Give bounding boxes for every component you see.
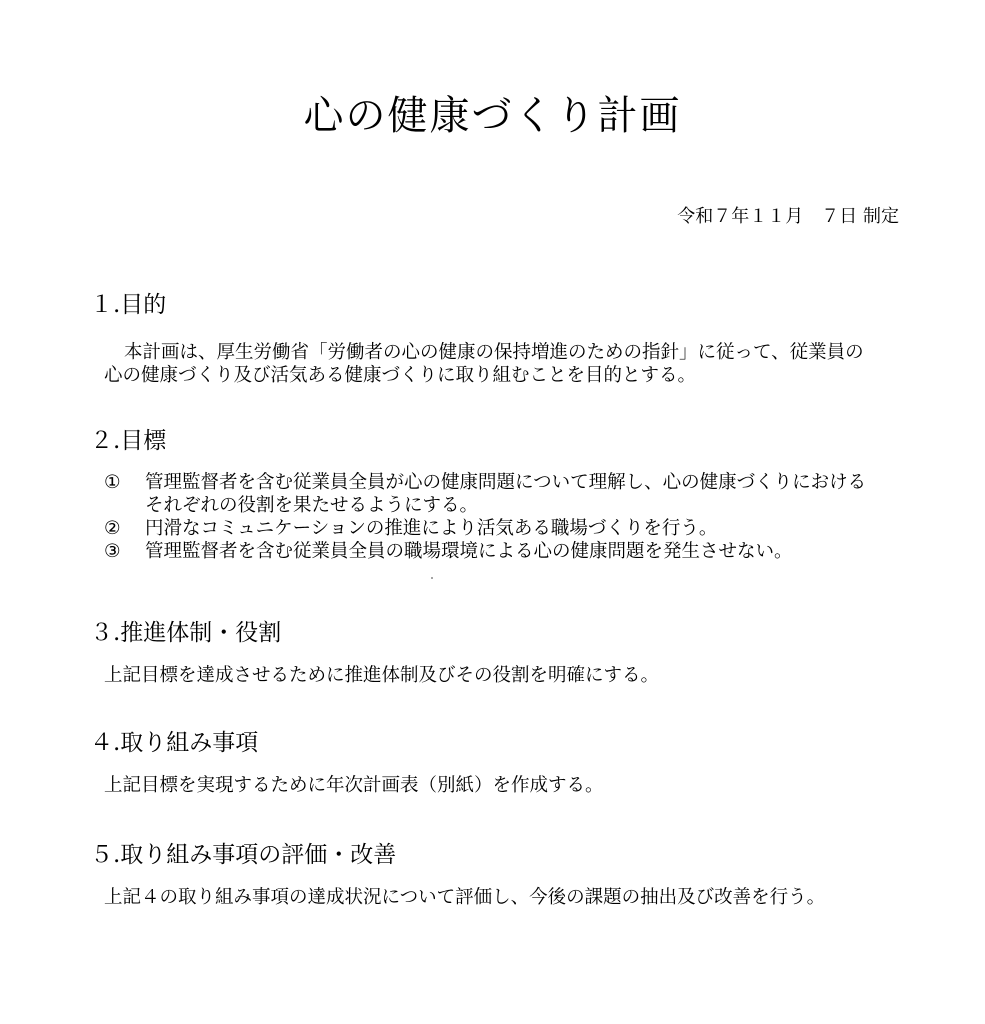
section-heading-actions: ４.取り組み事項 — [90, 730, 259, 756]
goals-list — [104, 471, 934, 563]
section-heading-evaluation: ５.取り組み事項の評価・改善 — [90, 842, 397, 868]
list-item — [104, 540, 934, 563]
section-heading-purpose: １.目的 — [90, 292, 167, 318]
item-number: ② — [104, 518, 121, 539]
item-number: ① — [104, 472, 121, 493]
item-text: 管理監督者を含む従業員全員が心の健康問題について理解し、心の健康づくりにおける それぞれの役割を果たせるようにする。 — [145, 472, 867, 516]
section-body-structure: 上記目標を達成させるために推進体制及びその役割を明確にする。 — [104, 665, 660, 686]
scan-speck — [431, 577, 433, 579]
section-body-purpose — [104, 341, 934, 387]
section-body-actions: 上記目標を実現するために年次計画表（別紙）を作成する。 — [104, 775, 604, 796]
list-item — [104, 471, 934, 517]
item-text: 管理監督者を含む従業員全員の職場環境による心の健康問題を発生させない。 — [145, 541, 793, 562]
enactment-date: 令和７年１１月 ７日 制定 — [677, 206, 899, 227]
section-heading-goals: ２.目標 — [90, 428, 167, 454]
purpose-line-2: 心の健康づくり及び活気ある健康づくりに取り組むことを目的とする。 — [104, 365, 697, 386]
document-title: 心の健康づくり計画 — [303, 93, 682, 139]
list-item — [104, 517, 934, 540]
section-body-evaluation: 上記４の取り組み事項の達成状況について評価し、今後の課題の抽出及び改善を行う。 — [104, 887, 826, 908]
item-text: 円滑なコミュニケーションの推進により活気ある職場づくりを行う。 — [145, 518, 718, 539]
purpose-line-1: 本計画は、厚生労働省「労働者の心の健康の保持増進のための指針」に従って、従業員の — [124, 342, 864, 363]
section-heading-structure: ３.推進体制・役割 — [90, 620, 282, 646]
item-number: ③ — [104, 541, 121, 562]
